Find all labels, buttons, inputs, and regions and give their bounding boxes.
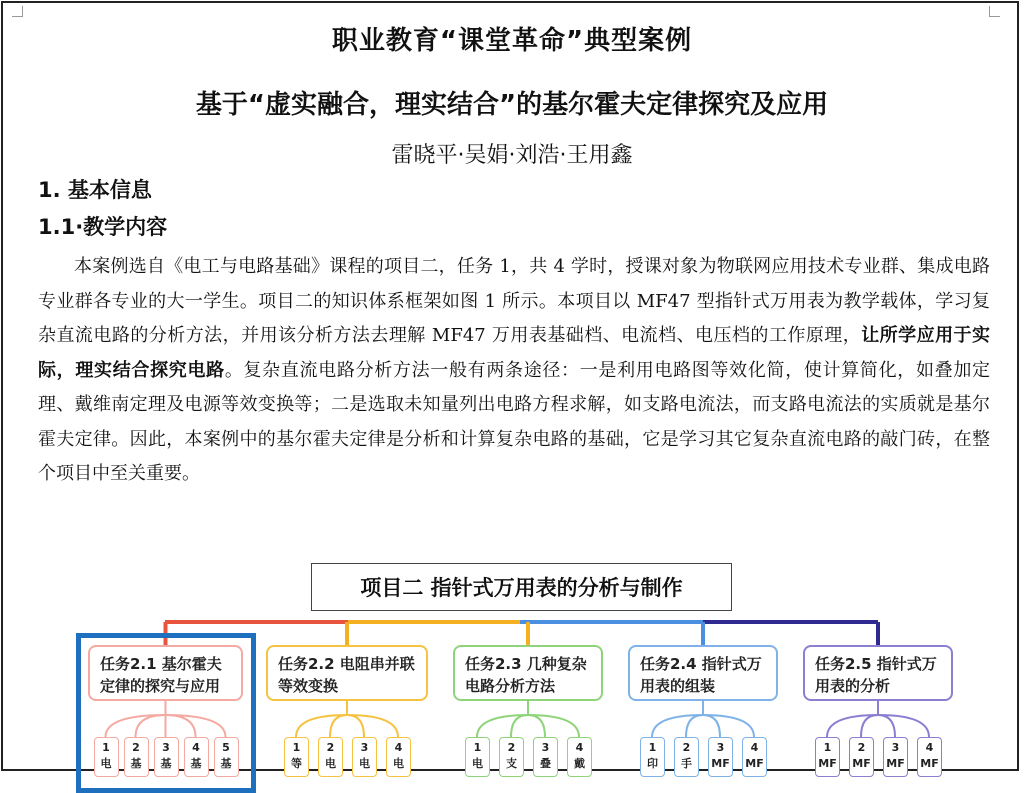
connector-curve [827,715,878,737]
subtask-leaf: 1 电 [94,737,119,777]
task-label: 任务2.2 电阻串并联 [278,655,415,673]
corner-mark [989,6,1000,17]
subtask-leaf: 2 支 [499,737,524,777]
task-label: 电路分析方法 [465,677,556,695]
corner-mark [12,6,23,17]
connector-curve [296,715,347,737]
subtask-leaf: 4 戴 [567,737,592,777]
section-heading: 1. 基本信息 [38,178,152,202]
connector-curve [652,715,703,737]
task-box-3 [453,645,603,701]
task-box-4 [628,645,778,701]
document-title: 职业教育“课堂革命”典型案例 [331,26,693,56]
knowledge-framework-diagram [0,555,1024,776]
subtask-leaf: 3 基 [154,737,179,777]
document-subtitle: 基于“虚实融合，理实结合”的基尔霍夫定律探究及应用 [195,90,829,120]
project-title-box: 项目二 指针式万用表的分析与制作 [311,563,732,611]
subtask-leaf: 3 MF [708,737,733,777]
connector-curve [703,715,720,737]
subtask-leaf: 4 电 [386,737,411,777]
connector-curve [511,715,528,737]
connector-curve [878,715,895,737]
subtask-leaf: 3 电 [352,737,377,777]
connector-curve [477,715,528,737]
subtask-leaf: 2 手 [674,737,699,777]
task-box-5 [803,645,953,701]
task-label: 等效变换 [278,677,339,695]
task-label: 用表的组装 [640,677,716,695]
task-label: 任务2.3 几种复杂 [465,655,587,673]
subtask-leaf: 4 基 [184,737,209,777]
subsection-heading: 1.1·教学内容 [38,215,168,239]
subtask-leaf: 2 电 [318,737,343,777]
subtask-leaf: 3 MF [883,737,908,777]
subtask-leaf: 4 MF [917,737,942,777]
task-label: 定律的探究与应用 [100,677,221,695]
task-label: 任务2.5 指针式万 [815,655,937,673]
task-label: 用表的分析 [815,677,891,695]
bold-emphasis: 让所学应用于实际，理实结合探究电路 [38,325,991,381]
subtask-leaf: 1 印 [640,737,665,777]
task-box-2 [266,645,428,701]
connector-curve [347,715,364,737]
subtask-leaf: 5 基 [214,737,239,777]
task-label: 任务2.4 指针式万 [640,655,762,673]
highlight-frame [76,633,256,793]
subtask-leaf: 2 基 [124,737,149,777]
subtask-leaf: 3 叠 [533,737,558,777]
subtask-leaf: 4 MF [742,737,767,777]
connector-curve [528,715,545,737]
connector-curve [330,715,347,737]
connector-curve [528,715,579,737]
connector-curve [347,715,398,737]
connector-curve [861,715,878,737]
connector-curve [878,715,929,737]
task-label: 任务2.1 基尔霍夫 [100,655,222,673]
subtask-leaf: 1 电 [465,737,490,777]
connector-curve [703,715,754,737]
subtask-leaf: 1 MF [815,737,840,777]
connector-curve [686,715,703,737]
body-paragraph: 本案例选自《电工与电路基础》课程的项目二，任务 1，共 4 学时，授课对象为物联网应用技术专业群、集成电路专业群各专业的大一学生。项目二的知识体系框架如图 1 所示。本项目以 MF47 型指针式万用表为教学载体，学习复杂直流电路的分析方法，并用该分析方法去理解 MF47 万用表基础档、电流档、电压档的工作原理，让所学应用于实际，理实结合探究电路。复杂直流电路分析方法一般有两条途径：一是利用电路图等效化简，使计算简化，如叠加定理、戴维南定理及电源等效变换等；二是选取未知量列出电路方程求解，如支路电流法，而支路电流法的实质就是基尔霍夫定律。因此，本案例中的基尔霍夫定律是分析和计算复杂电路的基础，它是学习其它复杂直流电路的敲门砖，在整个项目中至关重要。 [38,256,991,484]
subtask-leaf: 1 等 [284,737,309,777]
subtask-leaf: 2 MF [849,737,874,777]
author-line: 雷晓平·吴娟·刘浩·王用鑫 [391,143,633,168]
